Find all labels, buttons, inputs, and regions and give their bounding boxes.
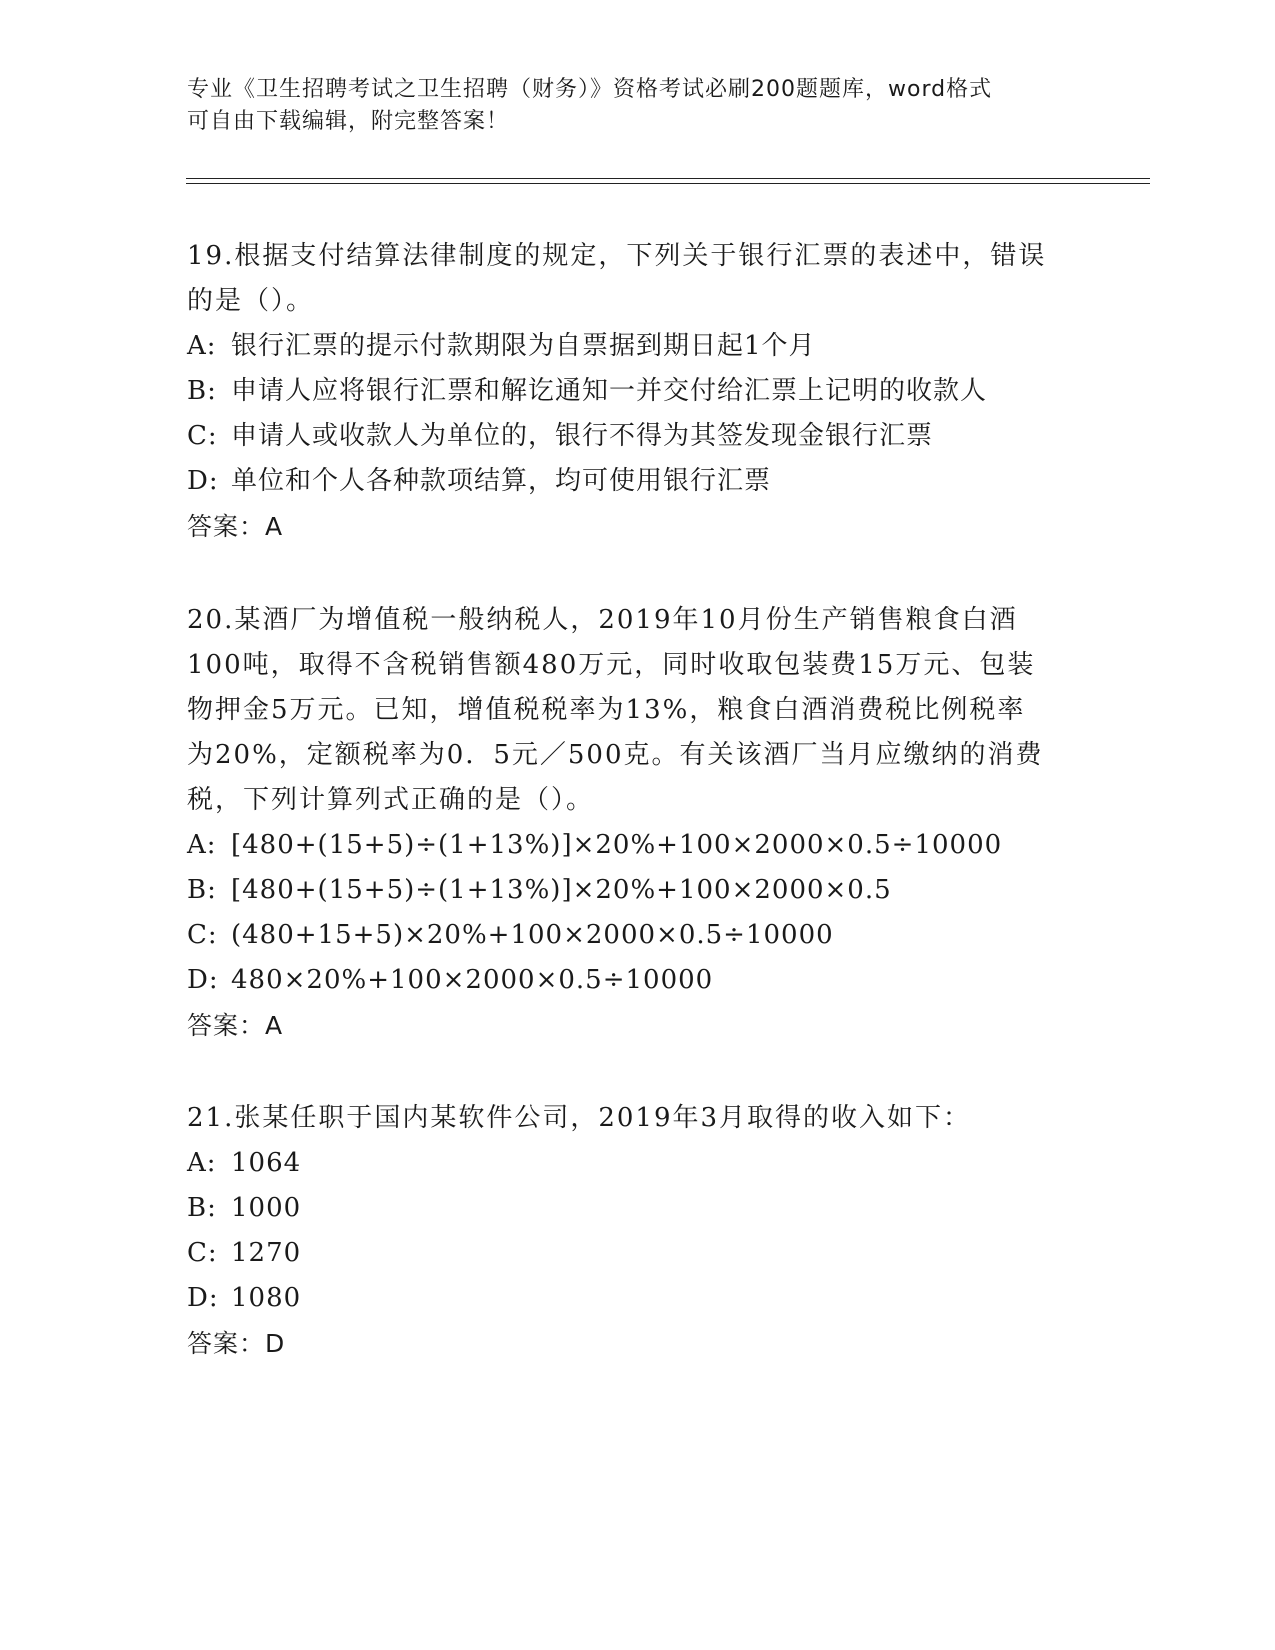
option-text: 1064 (231, 1148, 302, 1178)
header-title-line-2: 可自由下载编辑，附完整答案！ (187, 109, 510, 134)
option-a (187, 324, 1087, 369)
option-c (187, 414, 1087, 459)
option-text: 银行汇票的提示付款期限为自票据到期日起1个月 (231, 331, 816, 361)
option-key: B: (187, 376, 217, 406)
option-text: 申请人应将银行汇票和解讫通知一并交付给汇票上记明的收款人 (231, 376, 988, 406)
option-key: B: (187, 1193, 217, 1223)
question-stem (187, 598, 1087, 823)
question-21 (187, 1096, 1087, 1366)
option-key: A: (187, 830, 217, 860)
option-key: C: (187, 1238, 218, 1268)
option-key: A: (187, 1148, 217, 1178)
option-text: [480+(15+5)÷(1+13%)]×20%+100×2000×0.5 (231, 875, 892, 905)
option-key: B: (187, 875, 217, 905)
option-key: D: (187, 466, 219, 496)
option-text: 单位和个人各种款项结算，均可使用银行汇票 (231, 466, 772, 496)
question-stem (187, 1096, 1087, 1141)
option-d (187, 1276, 1087, 1321)
stem-line: 的是（）。 (187, 286, 315, 316)
option-c (187, 1231, 1087, 1276)
option-text: 1080 (231, 1283, 302, 1313)
option-text: [480+(15+5)÷(1+13%)]×20%+100×2000×0.5÷10000 (231, 830, 1003, 860)
option-key: C: (187, 421, 218, 451)
question-19 (187, 234, 1087, 549)
option-b (187, 868, 1087, 913)
option-key: A: (187, 331, 217, 361)
stem-line: 物押金5万元。已知，增值税税率为13%，粮食白酒消费税比例税率 (187, 695, 1026, 725)
question-20 (187, 598, 1087, 1048)
option-a (187, 1141, 1087, 1186)
option-a (187, 823, 1087, 868)
option-text: 1270 (231, 1238, 302, 1268)
header-title-line-1: 专业《卫生招聘考试之卫生招聘（财务）》资格考试必刷200题题库，word格式 (187, 77, 993, 102)
question-stem (187, 234, 1087, 324)
header-divider-top (186, 178, 1150, 179)
option-key: D: (187, 1283, 219, 1313)
stem-line: 税，下列计算列式正确的是（）。 (187, 785, 595, 815)
option-c (187, 913, 1087, 958)
option-text: 1000 (231, 1193, 302, 1223)
answer-label: 答案：A (187, 1011, 284, 1040)
answer-label: 答案：A (187, 512, 284, 541)
stem-line: 20.某酒厂为增值税一般纳税人，2019年10月份生产销售粮食白酒 (187, 605, 1018, 635)
stem-line: 21.张某任职于国内某软件公司，2019年3月取得的收入如下： (187, 1103, 972, 1133)
stem-line: 100吨，取得不含税销售额480万元，同时收取包装费15万元、包装 (187, 650, 1036, 680)
option-key: C: (187, 920, 218, 950)
option-b (187, 369, 1087, 414)
document-header (187, 74, 1087, 138)
stem-line: 为20%，定额税率为0．5元／500克。有关该酒厂当月应缴纳的消费 (187, 740, 1044, 770)
header-divider-bottom (186, 183, 1150, 184)
stem-line: 19.根据支付结算法律制度的规定，下列关于银行汇票的表述中，错误 (187, 241, 1047, 271)
option-b (187, 1186, 1087, 1231)
option-text: 480×20%+100×2000×0.5÷10000 (231, 965, 714, 995)
answer-label: 答案：D (187, 1329, 286, 1358)
option-key: D: (187, 965, 219, 995)
option-d (187, 459, 1087, 504)
option-d (187, 958, 1087, 1003)
option-text: (480+15+5)×20%+100×2000×0.5÷10000 (231, 920, 834, 950)
option-text: 申请人或收款人为单位的，银行不得为其签发现金银行汇票 (231, 421, 934, 451)
